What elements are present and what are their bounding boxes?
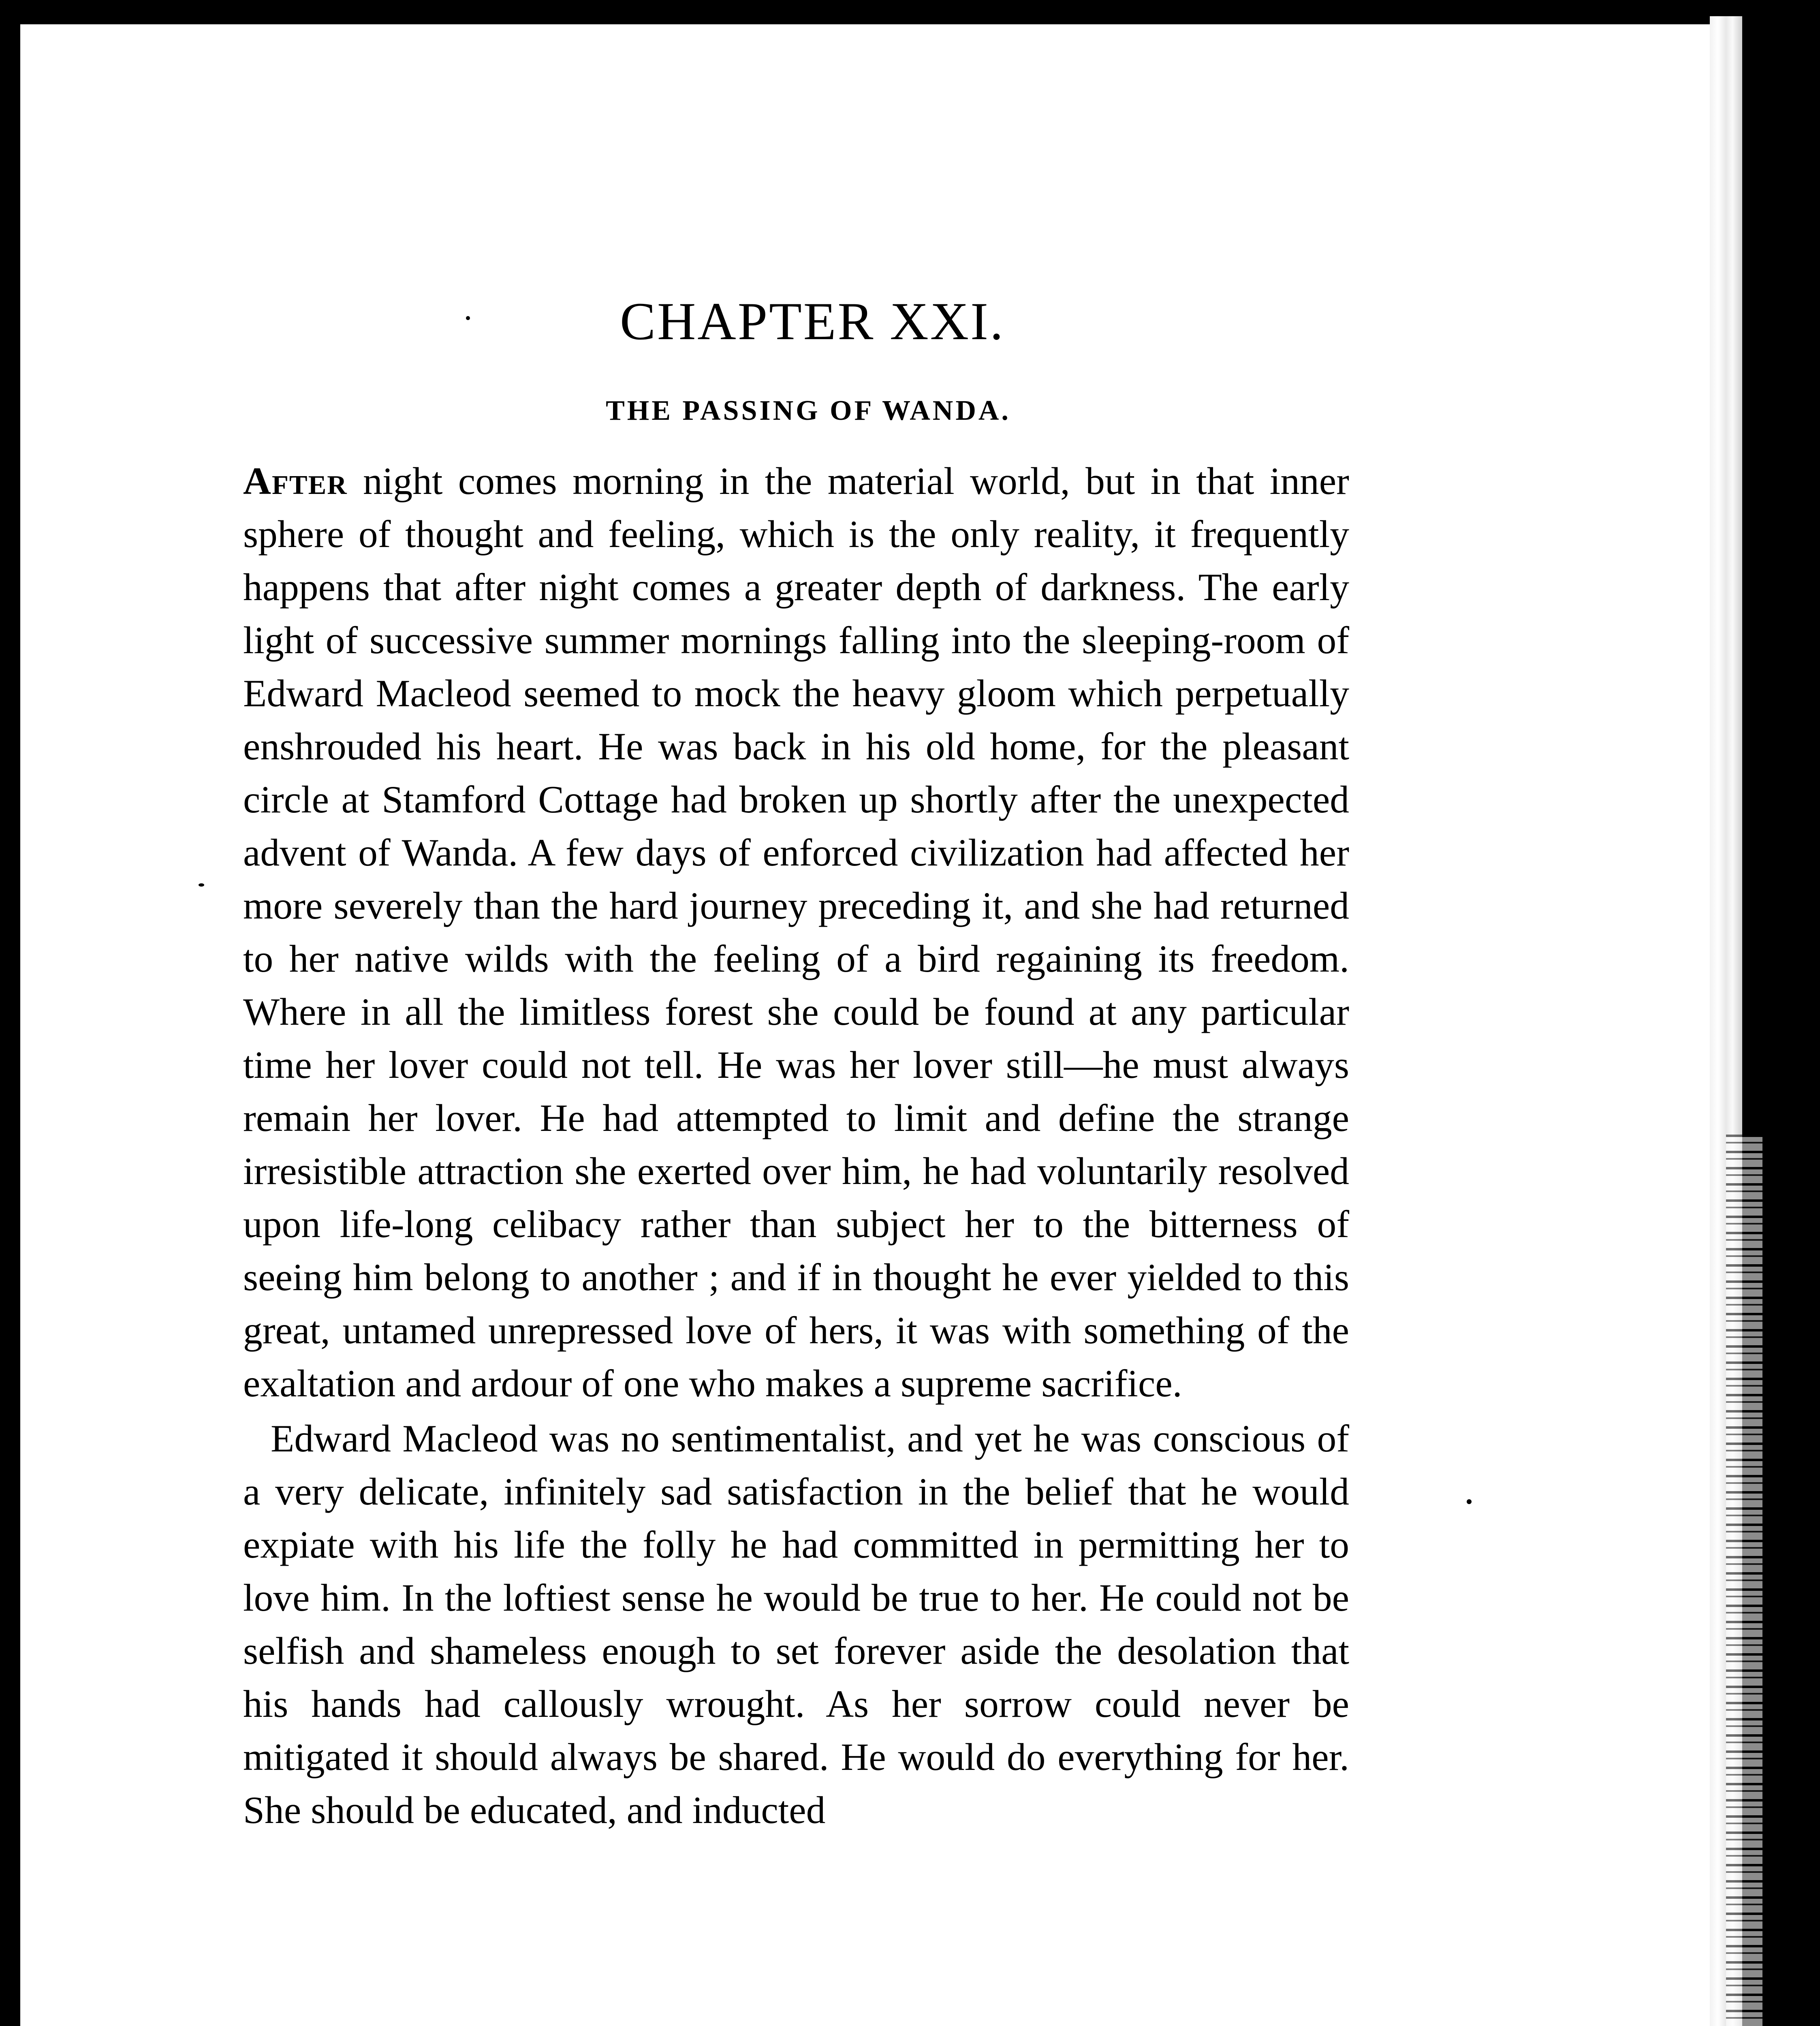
paragraph-1-text: night comes morning in the material world, but in that inner sphere of thought and feeling, which is the only reality, it frequently happens that after night comes a greater depth of darkness. The early light of successive summer mornings falling into the sleeping-room of Edward Macleod seemed to mock the heavy gloom which perpetually enshrouded his heart. He was back in his old home, for the pleasant circle at Stamford Cottage had broken up shortly after the unexpected advent of Wanda. A few days of enforced civilization had affected her more severely than the hard journey preceding it, and she had returned to her native wilds with the feeling of a bird regaining its freedom. Where in all the limitless forest she could be found at any particular time her lover could not tell. He was her lover still—he must always remain her lover. He had attempted to limit and define the strange irresistible attraction she exerted over him, he had voluntarily resolved upon life-long celibacy rather than subject her to the bitterness of seeing him belong to another ; and if in thought he ever yielded to this great, untamed unrepressed love of hers, it was with something of the exaltation and ardour of one who makes a supreme sacrifice. (243, 459, 1349, 1405)
speck (199, 883, 204, 887)
paragraph-lead-word: After (243, 459, 348, 503)
page-edge-texture (1726, 1135, 1762, 2026)
paragraph-2: Edward Macleod was no sentimentalist, and yet he was conscious of a very delicate, infinitely sad satisfaction in the belief that he would expiate with his life the folly he had committed in permitting her to love him. In the loftiest sense he would be true to her. He could not be selfish and shameless enough to set forever aside the desolation that his hands had callously wrought. As her sorrow could never be mitigated it should always be shared. He would do everything for her. She should be educated, and inducted (243, 1417, 1349, 1832)
paragraph-1 (243, 455, 1349, 1410)
page-content (243, 292, 1349, 1837)
speck (1467, 1499, 1472, 1504)
chapter-subtitle: THE PASSING OF WANDA. (606, 395, 1011, 427)
chapter-title: CHAPTER XXI. (619, 291, 1005, 351)
